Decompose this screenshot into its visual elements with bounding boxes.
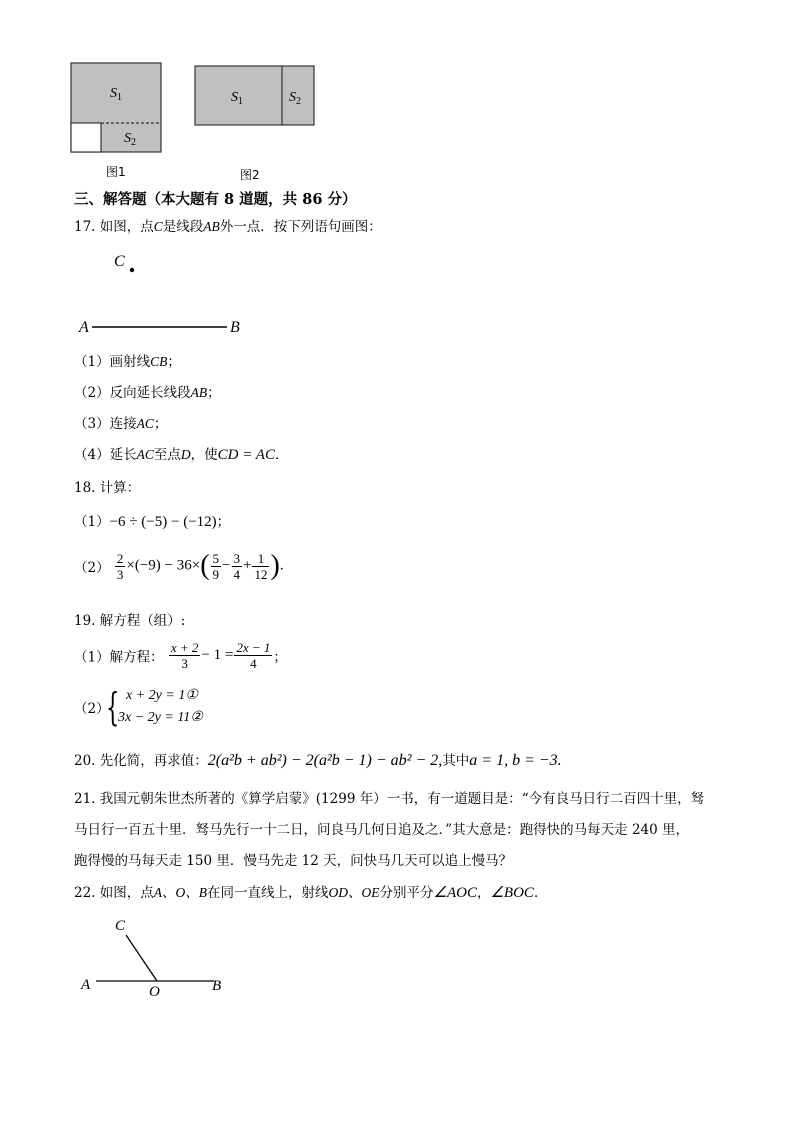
fig1-s2-label: $S_2$ <box>124 131 136 148</box>
q22-angle-aoc: ∠AOC <box>433 885 477 901</box>
q21-line-2: 马日行一百五十里．驽马先行一十二日，问良马几何日追及之．”其大意是：跑得快的马每天走 240 里， <box>74 822 690 838</box>
q22-sep: ， <box>476 885 491 901</box>
q17-item-4-text-c: ，使 <box>190 447 218 463</box>
q22-points: A、O、B <box>153 885 208 900</box>
q19-frac-right-den: 4 <box>250 656 257 671</box>
q21-number: 21. <box>74 791 96 807</box>
q17-label-c: C <box>114 253 125 270</box>
q17-item-1 <box>74 352 181 372</box>
fig1-caption: 图1 <box>106 165 126 179</box>
q18-frac-1-12-den: 12 <box>254 566 268 582</box>
q18-part-1-end: ； <box>216 514 231 530</box>
q17-point-c <box>130 268 134 272</box>
q22-text-c: 分别平分 <box>379 885 434 901</box>
q19-part-1-end: ； <box>273 649 287 666</box>
q18-part-2 <box>74 550 284 582</box>
q19-part-1-mid: − 1 = <box>201 647 234 663</box>
q19-number: 19. <box>74 613 96 629</box>
q18-part-2-end: . <box>279 557 284 574</box>
q22-text-b: 在同一直线上，射线 <box>207 885 329 901</box>
q17-text-a: 如图，点 <box>99 219 154 235</box>
q18-right-paren: ) <box>270 550 280 581</box>
q17-item-4-end: ． <box>274 447 289 463</box>
q17-var-ab: AB <box>203 219 220 234</box>
q17-item-4-text-a: （4）延长 <box>74 447 137 463</box>
q19-part-2 <box>74 699 110 719</box>
q22-number: 22. <box>74 885 96 901</box>
q18-frac-5-9 <box>211 551 222 582</box>
q19-part-2-label: （2） <box>74 701 110 717</box>
q22-text-a: 如图，点 <box>99 885 154 901</box>
q20-number: 20. <box>74 753 96 769</box>
q17-figure <box>74 246 254 341</box>
q20-values: a = 1, b = −3. <box>469 752 562 769</box>
q20-stem <box>74 751 562 771</box>
q22-label-c: C <box>115 918 126 934</box>
q18-part-1-label: （1） <box>74 514 110 530</box>
fig1-s1-label: $S_1$ <box>110 86 122 103</box>
q19-frac-left-den: 3 <box>181 656 188 671</box>
q17-stem <box>74 217 382 237</box>
q22-angle-boc: ∠BOC <box>490 885 534 901</box>
q20-where: 其中 <box>442 753 470 769</box>
q17-text-b: 是线段 <box>162 219 204 235</box>
q17-item-4-var2: D <box>180 447 191 462</box>
fig2-caption: 图2 <box>240 168 260 182</box>
q17-item-3-end: ； <box>153 416 168 432</box>
fig2-s2-label: $S_2$ <box>289 90 301 107</box>
q20-expression: 2(a²b + ab²) − 2(a²b − 1) − ab² − 2, <box>207 752 443 769</box>
q17-item-2-end: ； <box>207 385 221 401</box>
q17-text-c: 外一点．按下列语句画图： <box>219 219 382 235</box>
q22-label-b: B <box>212 978 222 994</box>
q18-minus-op: − <box>222 557 231 574</box>
q17-item-4-equation: CD = AC <box>217 447 275 463</box>
q17-item-1-text: （1）画射线 <box>74 354 151 370</box>
q19-part-1 <box>74 640 287 671</box>
q18-frac-3-4 <box>232 551 243 582</box>
q17-item-2 <box>74 383 221 403</box>
q17-item-3-text: （3）连接 <box>74 416 137 432</box>
q17-item-2-var: AB <box>190 385 208 400</box>
q17-item-4-var1: AC <box>136 447 154 462</box>
q18-frac-5-9-den: 9 <box>212 566 220 582</box>
q18-number: 18. <box>74 480 96 496</box>
q22-figure <box>74 910 234 1000</box>
q22-ray-oc <box>126 935 157 981</box>
q22-label-a: A <box>81 977 91 993</box>
q19-system-brace: { <box>106 685 120 729</box>
q18-stem <box>74 478 140 498</box>
q22-label-o: O <box>149 984 160 1000</box>
q17-label-b: B <box>230 319 240 336</box>
q18-plus-op: + <box>243 557 252 574</box>
figure-1 <box>70 62 165 155</box>
q18-part-1 <box>74 512 230 532</box>
q18-frac-2-3-den: 3 <box>116 566 124 582</box>
fig2-s1-label: $S_1$ <box>231 90 243 107</box>
q19-frac-left-num: x + 2 <box>170 640 199 655</box>
q18-part-2-label: （2） <box>74 560 110 576</box>
q18-frac-2-3-num: 2 <box>116 550 124 566</box>
q18-part-2-mid: ×(−9) − 36× <box>126 557 201 574</box>
q18-frac-2-3 <box>115 551 126 582</box>
q22-stem <box>74 883 547 903</box>
q17-item-2-text: （2）反向延长线段 <box>74 385 191 401</box>
q18-left-paren: ( <box>200 550 210 581</box>
q19-title: 解方程（组）: <box>99 613 186 629</box>
q19-system-line-2: 3x − 2y = 11② <box>118 710 203 725</box>
q17-item-4-text-b: 至点 <box>153 447 181 463</box>
figure-2 <box>194 65 318 129</box>
q17-number: 17. <box>74 219 96 235</box>
q17-label-a: A <box>79 319 89 336</box>
q21-line-3: 跑得慢的马每天走 150 里．慢马先走 12 天，问快马几天可以追上慢马？ <box>74 853 513 869</box>
q18-frac-3-4-den: 4 <box>233 566 241 582</box>
q18-frac-1-12 <box>252 551 269 582</box>
q18-part-1-expr: −6 ÷ (−5) − (−12) <box>109 514 217 530</box>
q22-end: ． <box>533 885 548 901</box>
q20-text: 先化简，再求值： <box>99 753 208 769</box>
section-title: 三、解答题（本大题有 8 道题，共 86 分） <box>74 191 357 208</box>
q17-var-c: C <box>153 219 163 234</box>
q19-frac-right-num: 2x − 1 <box>236 640 271 655</box>
q17-item-1-end: ； <box>167 354 181 370</box>
q17-item-3-var: AC <box>136 416 154 431</box>
q19-system-line-1: x + 2y = 1① <box>126 688 198 703</box>
q19-stem <box>74 611 185 631</box>
q18-frac-5-9-num: 5 <box>212 550 220 566</box>
q19-part-1-label: （1）解方程： <box>74 649 164 666</box>
q19-frac-right <box>234 640 272 671</box>
q17-item-3 <box>74 414 167 434</box>
q18-frac-1-12-num: 1 <box>252 551 269 567</box>
q18-title: 计算： <box>99 480 141 496</box>
q17-item-4 <box>74 445 288 465</box>
q21-line-1-text: 我国元朝朱世杰所著的《算学启蒙》(1299 年）一书，有一道题目是：“今有良马日行二百四十里，驽 <box>99 791 705 807</box>
q19-frac-left <box>169 640 201 671</box>
fig1-small-square <box>71 123 101 152</box>
q22-rays: OD、OE <box>328 885 380 900</box>
q17-item-1-var: CB <box>150 354 168 369</box>
q21-line-1 <box>74 789 704 809</box>
q18-frac-3-4-num: 3 <box>233 550 241 566</box>
